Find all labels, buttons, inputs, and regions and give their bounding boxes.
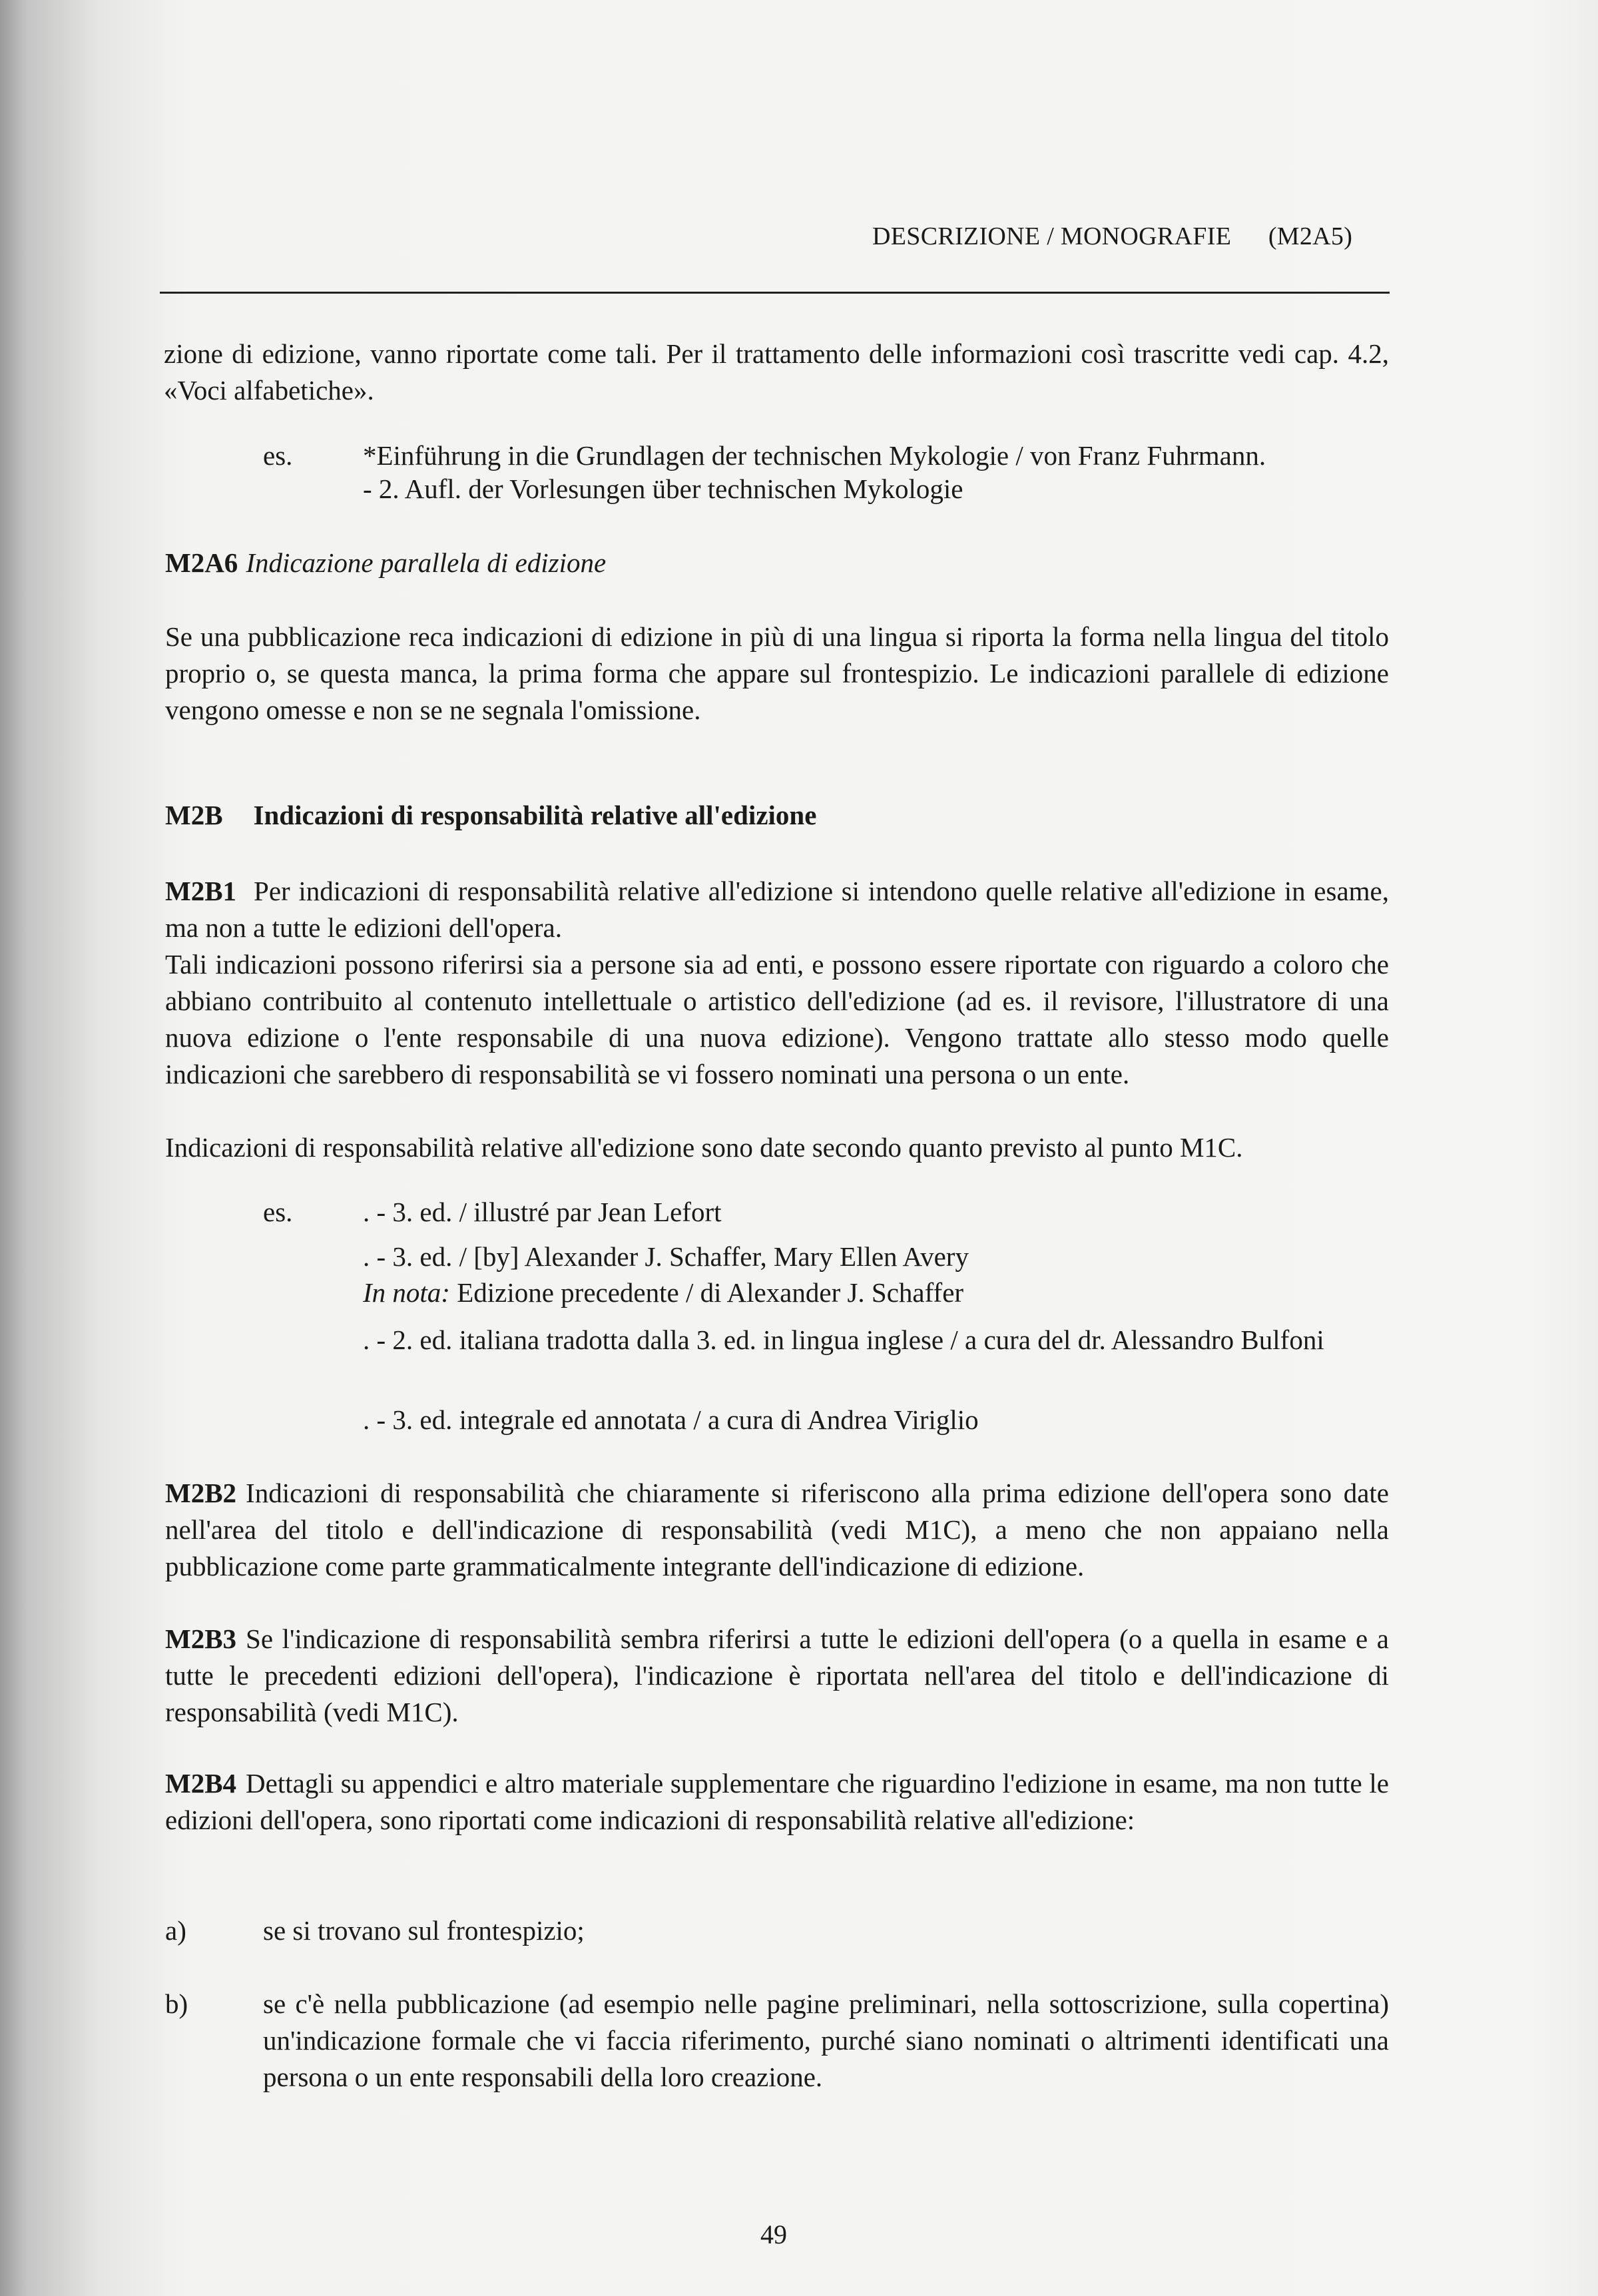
running-header (872, 222, 1388, 251)
example-note (363, 1275, 963, 1311)
section-code: M2B3 (165, 1623, 237, 1654)
example-label: es. (263, 1197, 293, 1227)
example-label: es. (263, 440, 293, 471)
section-code: M2B4 (165, 1768, 237, 1799)
section-title: Indicazioni di responsabilità relative all'edizione (253, 800, 817, 830)
example-line: . - 2. ed. italiana tradotta dalla 3. ed. in lingua inglese / a cura del dr. Alessandro Bulfoni (363, 1324, 1324, 1355)
m2a6-paragraph: Se una pubblicazione reca indicazioni di edizione in più di una lingua si riporta la forma nella lingua del titolo proprio o, se questa manca, la prima forma che appare sul frontespizio. Le indicazioni parallele di edizione vengono omesse e non se ne segnala l'omissione. (165, 621, 1389, 725)
section-code: M2B (165, 800, 223, 830)
list-item-label: b) (165, 1988, 188, 2019)
section-code: (M2A5) (1268, 222, 1353, 250)
example-line: *Einführung in die Grundlagen der technischen Mykologie / von Franz Fuhrmann. (363, 440, 1266, 471)
m2b1-paragraph: Indicazioni di responsabilità relative all'edizione sono date secondo quanto previsto al punto M1C. (165, 1132, 1243, 1163)
section-code: M2A6 (165, 547, 238, 578)
m2b2-paragraph (165, 1475, 1389, 1585)
section-heading-m2a6 (165, 545, 606, 581)
list-item-text: se si trovano sul frontespizio; (263, 1915, 585, 1946)
m2b1-paragraph (165, 873, 1389, 946)
paragraph-text: Se l'indicazione di responsabilità sembra riferirsi a tutte le edizioni dell'opera (o a quella in esame e a tutte le precedenti edizioni dell'opera), l'indicazione è riportata nell'area del titolo e dell'indicazione di responsabilità (vedi M1C). (165, 1623, 1389, 1727)
section-heading-m2b (165, 797, 816, 834)
running-title: DESCRIZIONE / MONOGRAFIE (872, 222, 1232, 250)
note-label: In nota: (363, 1277, 450, 1308)
paragraph-text: Dettagli su appendici e altro materiale supplementare che riguardino l'edizione in esame, ma non tutte le edizioni dell'opera, sono riportati come indicazioni di responsabilità relative all'edizione: (165, 1768, 1389, 1835)
example-line: . - 3. ed. integrale ed annotata / a cura di Andrea Viriglio (363, 1404, 979, 1435)
list-item-label: a) (165, 1915, 186, 1946)
example-line: - 2. Aufl. der Vorlesungen über technischen Mykologie (363, 473, 963, 504)
header-rule (160, 292, 1390, 294)
paragraph-text: Per indicazioni di responsabilità relative all'edizione si intendono quelle relative all'edizione in esame, ma non a tutte le edizioni dell'opera. (165, 876, 1389, 943)
list-item-text: se c'è nella pubblicazione (ad esempio nelle pagine preliminari, nella sottoscrizione, sulla copertina) un'indicazione formale che vi faccia riferimento, purché siano nominati o altrimenti identificati una persona o un ente responsabili della loro creazione. (263, 1988, 1389, 2092)
section-code: M2B2 (165, 1478, 237, 1508)
note-text: Edizione precedente / di Alexander J. Schaffer (457, 1277, 964, 1308)
section-title: Indicazione parallela di edizione (246, 547, 607, 578)
section-code: M2B1 (165, 876, 237, 906)
intro-paragraph: zione di edizione, vanno riportate come tali. Per il trattamento delle informazioni così trascritte vedi cap. 4.2, «Voci alfabetiche». (164, 338, 1389, 406)
page-number: 49 (760, 2219, 787, 2249)
m2b3-paragraph (165, 1621, 1389, 1731)
example-line: . - 3. ed. / [by] Alexander J. Schaffer, Mary Ellen Avery (363, 1241, 969, 1272)
paragraph-text: Indicazioni di responsabilità che chiaramente si riferiscono alla prima edizione dell'opera sono date nell'area del titolo e dell'indicazione di responsabilità (vedi M1C), a meno che non appaiano nella pubblicazione come parte grammaticalmente integrante dell'indicazione di edizione. (165, 1478, 1389, 1581)
m2b1-paragraph: Tali indicazioni possono riferirsi sia a persone sia ad enti, e possono essere riportate con riguardo a coloro che abbiano contribuito al contenuto intellettuale o artistico dell'edizione (ad es. il revisore, l'illustratore di una nuova edizione o l'ente responsabile di una nuova edizione). Vengono trattate allo stesso modo quelle indicazioni che sarebbero di responsabilità se vi fossero nominati una persona o un ente. (165, 949, 1389, 1089)
example-line: . - 3. ed. / illustré par Jean Lefort (363, 1197, 722, 1227)
m2b4-paragraph (165, 1765, 1389, 1839)
